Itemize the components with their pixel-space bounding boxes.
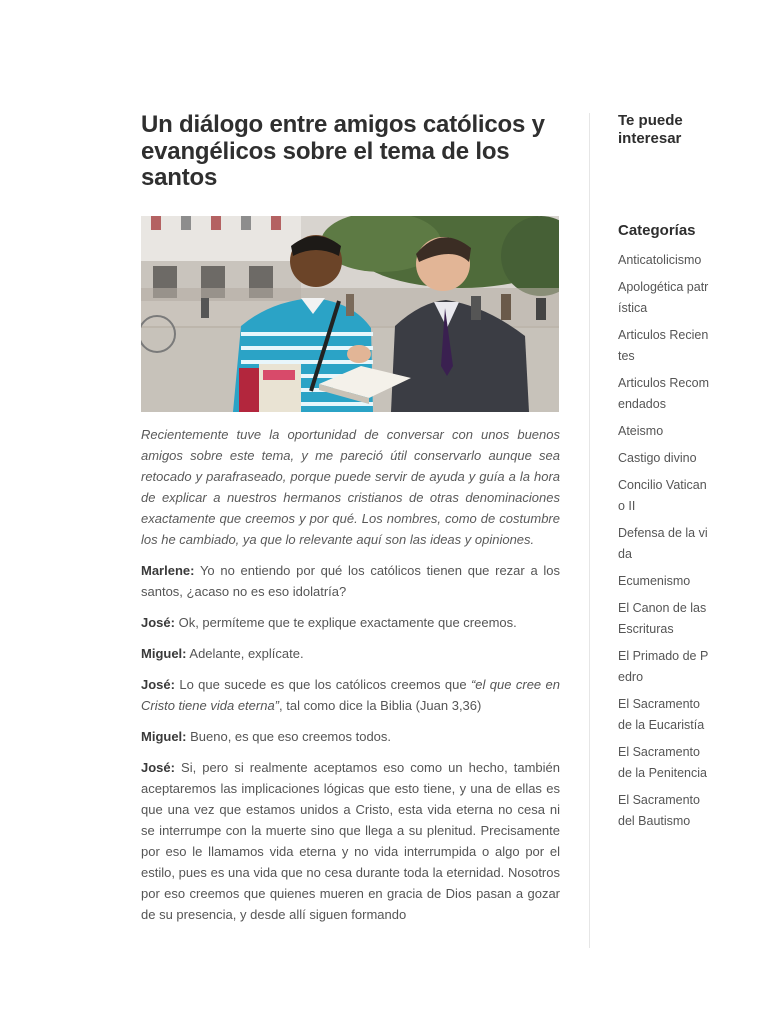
dialogue-text: Yo no entiendo por qué los católicos tienen que rezar a los santos, ¿acaso no es eso idolatría? — [141, 563, 560, 599]
category-link[interactable]: El Canon de las Escrituras — [618, 601, 707, 636]
category-link[interactable]: El Primado de Pedro — [618, 649, 709, 684]
article-intro: Recientemente tuve la oportunidad de conversar con unos buenos amigos sobre este tema, y me pareció útil conservarlo aunque sea retocado y parafraseado, porque puede servir de ayuda y guía a la hora de explicar a nuestros hermanos cristianos de otras denominaciones exactamente que creemos y por qué. Los nombres, como de costumbre los he cambiado, ya que lo relevante aquí son las ideas y opiniones. — [141, 427, 560, 547]
dialogue-text: Lo que sucede es que los católicos creemos que — [174, 677, 471, 692]
dialogue-line — [141, 674, 560, 716]
speaker-name: Miguel: — [141, 646, 187, 661]
dialogue-text: Si, pero si realmente aceptamos eso como un hecho, también aceptaremos las implicaciones lógicas que esto tiene, y una de ellas es que una vez que estamos unidos a Cristo, esta vida eterna no cesa ni se interrumpe con la muerte sino que llega a su plenitud. Precisamente por eso le llamamos vida eterna y no vida interrumpida o algo por el estilo, pues es una vida que no cesa durante toda la eternidad. Nosotros por eso creemos que quienes mueren en gracia de Dios pasan a gozar de su presencia, y desde allí siguen formando — [141, 760, 560, 922]
speaker-name: Marlene: — [141, 563, 195, 578]
category-link[interactable]: Anticatolicismo — [618, 253, 702, 267]
category-link[interactable]: Articulos Recomendados — [618, 376, 709, 411]
category-link[interactable]: Ecumenismo — [618, 574, 691, 588]
speaker-name: Miguel: — [141, 729, 187, 744]
article-body — [141, 424, 560, 935]
speaker-name: José: — [141, 615, 175, 630]
dialogue-line — [141, 757, 560, 925]
speaker-name: José: — [141, 677, 175, 692]
dialogue-line — [141, 643, 560, 664]
dialogue-text-after: , tal como dice la Biblia (Juan 3,36) — [279, 698, 482, 713]
category-link[interactable]: Concilio Vaticano II — [618, 478, 707, 513]
category-link[interactable]: Articulos Recientes — [618, 328, 709, 363]
speaker-name: José: — [141, 760, 175, 775]
categories-heading: Categorías — [618, 222, 696, 239]
dialogue-line — [141, 726, 560, 747]
category-link[interactable]: Ateismo — [618, 424, 664, 438]
category-link[interactable]: El Sacramento de la Penitencia — [618, 745, 707, 780]
article — [141, 111, 560, 922]
sidebar — [618, 112, 718, 828]
dialogue-text: Ok, permíteme que te explique exactamente que creemos. — [174, 615, 517, 630]
interest-heading: Te puede interesar — [618, 112, 683, 147]
dialogue-text: Bueno, es que eso creemos todos. — [186, 729, 392, 744]
category-link[interactable]: Apologética patrística — [618, 280, 709, 315]
category-link[interactable]: El Sacramento de la Eucaristía — [618, 697, 705, 732]
category-link[interactable]: Castigo divino — [618, 451, 697, 465]
sidebar-divider — [589, 113, 590, 948]
bible-quote: “el que cree en Cristo tiene vida eterna” — [141, 677, 560, 713]
categories-list — [618, 250, 710, 838]
category-link[interactable]: El Sacramento del Bautismo — [618, 793, 700, 828]
dialogue-line — [141, 560, 560, 602]
dialogue-text: Adelante, explícate. — [186, 646, 304, 661]
category-link[interactable]: Defensa de la vida — [618, 526, 708, 561]
article-title: Un diálogo entre amigos católicos y evangélicos sobre el tema de los santos — [141, 111, 545, 191]
dialogue-line — [141, 612, 560, 633]
hero-image — [141, 216, 559, 412]
